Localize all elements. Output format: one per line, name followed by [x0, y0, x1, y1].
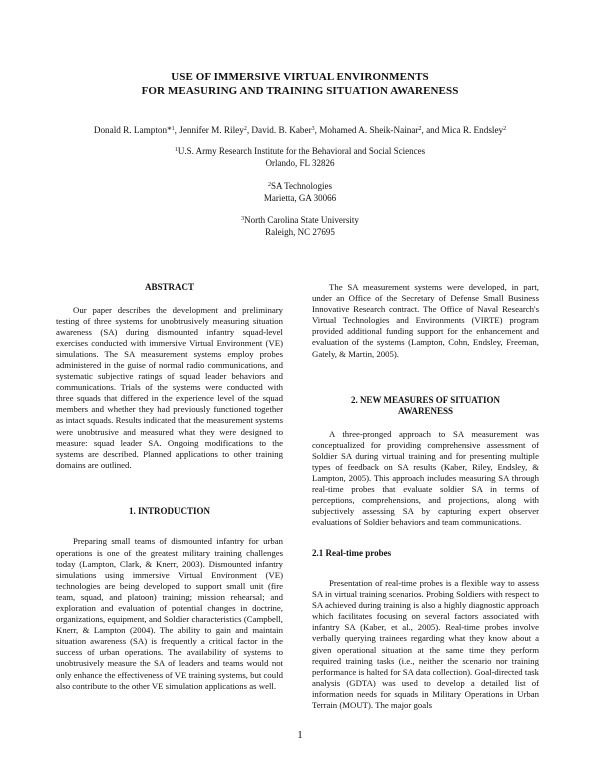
section-2-heading: [312, 395, 539, 418]
section-2-text: A three-pronged approach to SA measurement was conceptualized for providing comprehensive assessment of Soldier SA during virtual training and for presenting multiple types of feedback on SA results (Kaber, Riley, Endsley, & Lampton, 2005). This approach includes measuring SA through real-time probes that evaluate soldier SA in terms of perceptions, comprehensions, and projections, along with subjectively assessing SA by capturing expert observer evaluations of Soldier behaviors and team communications.: [312, 428, 539, 528]
abstract-heading: ABSTRACT: [144, 282, 194, 292]
affiliation-2-sup: 2: [268, 182, 272, 188]
affiliation-2: [0, 181, 600, 204]
affiliation-3-sup: 3: [241, 216, 245, 222]
affiliation-3: [0, 215, 600, 238]
author-sheik-nainar: , Mohamed A. Sheik-Nainar: [314, 125, 419, 135]
author-kaber-sup: 3: [311, 126, 315, 132]
title-line-1: USE OF IMMERSIVE VIRTUAL ENVIRONMENTS: [171, 71, 429, 83]
introduction-heading: 1. INTRODUCTION: [128, 505, 210, 516]
paper-title: [0, 70, 600, 98]
affiliation-1-location: Orlando, FL 32826: [265, 157, 335, 168]
author-sheik-nainar-sup: 2: [418, 126, 422, 132]
section-2-heading-line-2: AWARENESS: [397, 406, 454, 417]
affiliation-2-name: SA Technologies: [271, 181, 332, 191]
affiliation-1-sup: 1: [174, 147, 178, 153]
author-lampton-sup: 1: [171, 126, 175, 132]
introduction-text: Preparing small teams of dismounted infantry for urban operations is one of the greatest military training challenges today (Lampton, Clark, & Knerr, 2003). Dismounted infantry simulations using immersive Virtual Environment (VE) technologies are being developed to support small unit (fire team, squad, and platoon) training; mission rehearsal; and exploration and evaluation of potential changes in doctrine, organizations, equipment, and Soldier characteristics (Campbell, Knerr, & Lampton (2004). The ability to gain and maintain situation awareness (SA) is frequently a critical factor in the success of urban operations. The availability of systems to unobtrusively measure the SA of leaders and teams would not only enhance the effectiveness of VE training systems, but could also contribute to the other VE simulation applications as well.: [56, 536, 283, 691]
right-column: [312, 282, 539, 711]
section-2-heading-line-1: 2. NEW MEASURES OF SITUATION: [350, 394, 501, 405]
title-line-2: FOR MEASURING AND TRAINING SITUATION AWARENESS: [141, 85, 459, 97]
author-list: [0, 124, 600, 136]
affiliation-1: [0, 146, 600, 169]
affiliation-3-location: Raleigh, NC 27695: [265, 226, 335, 237]
funding-paragraph: The SA measurement systems were developed, in part, under an Office of the Secretary of Defense Small Business Innovative Research contract. The Office of Naval Research's Virtual Technologies and Environments (VIRTE) program provided additional funding support for the enhancement and evaluation of the systems (Lampton, Cohn, Endsley, Freeman, Gately, & Martin, 2005).: [312, 282, 539, 359]
section-2-1-heading: 2.1 Real-time probes: [312, 547, 392, 558]
author-riley-sup: 2: [243, 126, 247, 132]
affiliation-3-name: North Carolina State University: [244, 215, 359, 225]
author-kaber: , David. B. Kaber: [246, 125, 312, 135]
author-endsley: , and Mica R. Endsley: [421, 125, 504, 135]
author-endsley-sup: 2: [503, 126, 507, 132]
left-column: [56, 282, 283, 692]
author-lampton: Donald R. Lampton*: [93, 125, 172, 135]
affiliation-2-location: Marietta, GA 30066: [263, 192, 337, 203]
page-number: 1: [297, 729, 303, 741]
affiliation-1-name: U.S. Army Research Institute for the Behavioral and Social Sciences: [177, 146, 426, 156]
section-2-1-text: Presentation of real-time probes is a flexible way to assess SA in virtual training scenarios. Probing Soldiers with respect to SA achieved during training is also a highly diagnostic approach which facilitates focusing on several factors associated with infantry SA (Kaber, et al., 2005). Real-time probes involve verbally querying trainees regarding what they know about a given operational situation at the same time they perform required training tasks (i.e., neither the scenario nor training performance is halted for SA data collection). Goal-directed task analysis (GDTA) was used to develop a detailed list of information needs for squads in Military Operations in Urban Terrain (MOUT). The major goals: [312, 578, 539, 711]
author-riley: , Jennifer M. Riley: [174, 125, 244, 135]
abstract-text: Our paper describes the development and preliminary testing of three systems for unobtrusively measuring situation awareness (SA) during dismounted infantry squad-level exercises conducted with immersive Virtual Environment (VE) simulations. The SA measurement systems employ probes administered in the guise of normal radio communications, and systematic subjective ratings of squad leader behaviors and communications. Trials of the systems were conducted with three squads that differed in the experience level of the squad members and whether they had previously functioned together as intact squads. Results indicated that the measurement systems were unobtrusive and measured what they were designed to measure: squad leader SA. Ongoing modifications to the systems are described. Planned applications to other training domains are outlined.: [56, 304, 283, 470]
